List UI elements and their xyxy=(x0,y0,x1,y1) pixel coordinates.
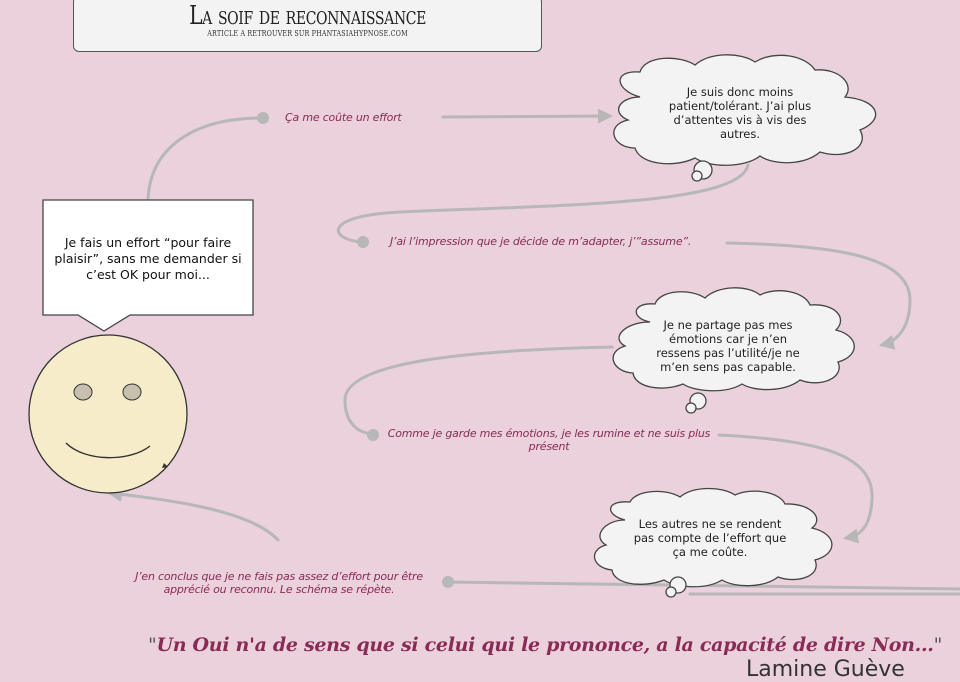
face-circle xyxy=(29,335,187,493)
step-dot-2 xyxy=(357,236,369,248)
connector-face-to-step1 xyxy=(148,118,262,200)
page-title: La soif de reconnaissance xyxy=(189,1,426,31)
smiley-face xyxy=(29,335,187,493)
connector-cloud2-to-step3 xyxy=(345,347,612,434)
step-dot-1 xyxy=(257,112,269,124)
step-label-3: Comme je garde mes émotions, je les rumine et ne suis plus présent xyxy=(387,427,711,453)
speech-bubble-text: Je fais un effort “pour faire plaisir”, sans me demander si c’est OK pour moi... xyxy=(54,235,242,282)
quote-open-mark: " xyxy=(148,634,157,656)
face-left-eye xyxy=(74,384,92,400)
connector-step4-to-face xyxy=(110,493,278,540)
step-label-1: Ça me coûte un effort xyxy=(285,111,402,124)
quote-text: Un Oui n'a de sens que si celui qui le prononce, a la capacité de dire Non... xyxy=(156,634,934,656)
step-dot-3 xyxy=(367,429,379,441)
page-subtitle: ARTICLE À RETROUVER SUR PHANTASIAHYPNOSE.COM xyxy=(207,29,408,38)
connector-step1-to-cloud1 xyxy=(443,116,610,117)
cloud-text-3: Les autres ne se rendent pas compte de l’effort que ça me coûte. xyxy=(633,517,787,559)
footer-quote xyxy=(148,634,942,656)
quote-close-mark: " xyxy=(933,634,943,656)
quote-author: Lamine Guève xyxy=(746,657,905,682)
step-dot-4 xyxy=(442,576,454,588)
connector-cloud1-to-step2 xyxy=(338,165,748,242)
step-label-2: J’ai l’impression que je décide de m’adapter, j’”assume”. xyxy=(390,235,692,248)
cloud-text-2: Je ne partage pas mes émotions car je n’en ressens pas l’utilité/je ne m’en sens pas capable. xyxy=(656,318,800,374)
title-box xyxy=(73,0,542,52)
cloud-text-1: Je suis donc moins patient/tolérant. J’ai plus d’attentes vis à vis des autres. xyxy=(668,85,812,141)
step-label-4: J’en conclus que je ne fais pas assez d’effort pour être apprécié ou reconnu. Le schéma se répète. xyxy=(135,570,423,596)
face-right-eye xyxy=(123,384,141,400)
